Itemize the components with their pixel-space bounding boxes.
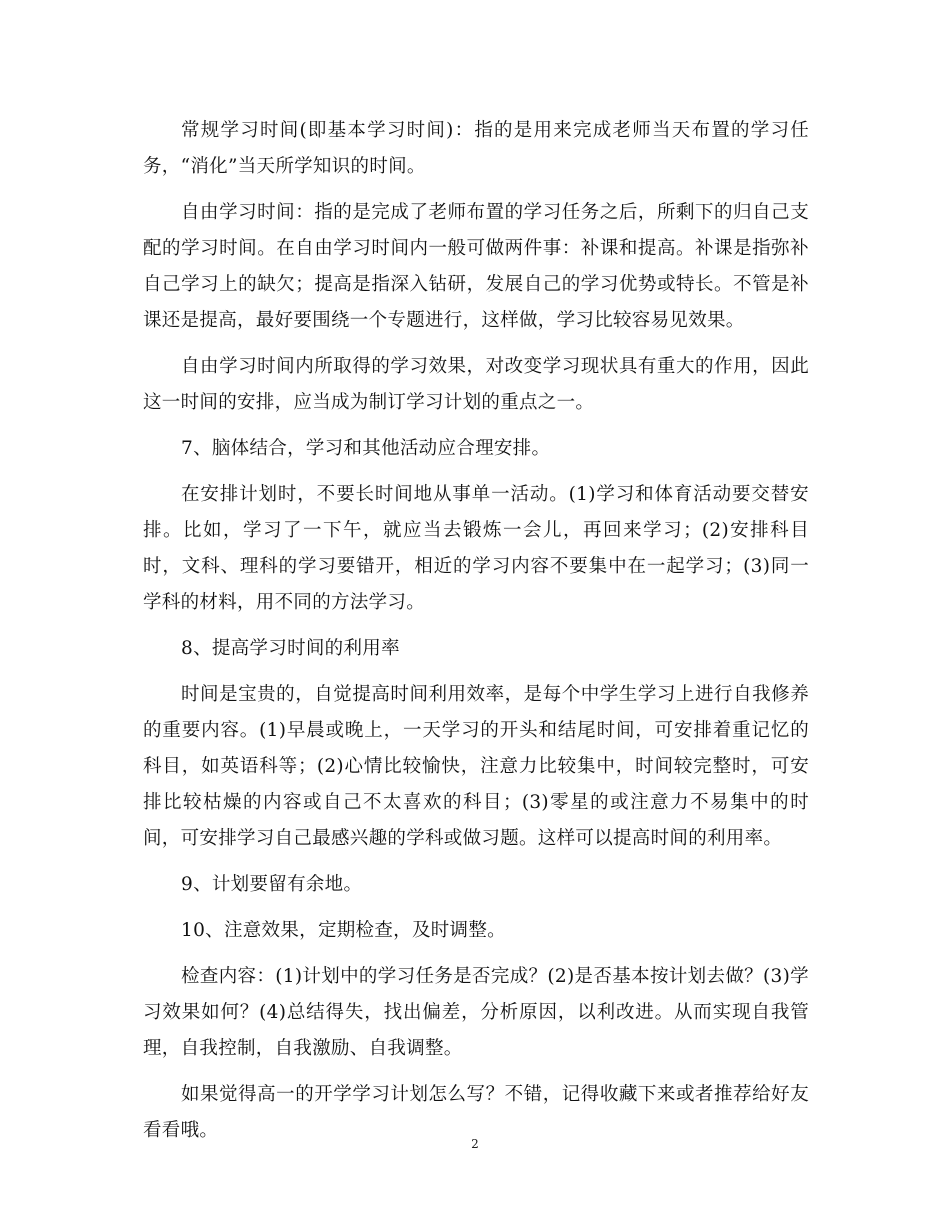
paragraph-free-study-time: 自由学习时间：指的是完成了老师布置的学习任务之后，所剩下的归自己支配的学习时间。在自由学习时间内一般可做两件事：补课和提高。补课是指弥补自己学习上的缺欠；提高是指深入钻研，发展自己的学习优势或特长。不管是补课还是提高，最好要围绕一个专题进行，这样做，学习比较容易见效果。 (143, 202, 809, 331)
paragraph-regular-study-time: 常规学习时间(即基本学习时间)：指的是用来完成老师当天布置的学习任务，“消化”当天所学知识的时间。 (143, 120, 809, 177)
paragraph-activity-arrangement: 在安排计划时，不要长时间地从事单一活动。(1)学习和体育活动要交替安排。比如，学习了一下午，就应当去锻炼一会儿，再回来学习；(2)安排科目时，文科、理科的学习要错开，相近的学习内容不要集中在一起学习；(3)同一学科的材料，用不同的方法学习。 (143, 484, 809, 613)
heading-item-9: 9、计划要留有余地。 (181, 874, 363, 895)
paragraph-free-study-effect: 自由学习时间内所取得的学习效果，对改变学习现状具有重大的作用，因此这一时间的安排，应当成为制订学习计划的重点之一。 (143, 356, 809, 413)
heading-item-10: 10、注意效果，定期检查，及时调整。 (181, 920, 506, 941)
heading-item-7: 7、脑体结合，学习和其他活动应合理安排。 (181, 438, 551, 459)
document-body (143, 113, 809, 1159)
paragraph-check-contents: 检查内容：(1)计划中的学习任务是否完成？(2)是否基本按计划去做？(3)学习效果如何？(4)总结得失，找出偏差，分析原因，以利改进。从而实现自我管理，自我控制，自我激励、自我调整。 (143, 966, 809, 1059)
paragraph-time-utilization: 时间是宝贵的，自觉提高时间利用效率，是每个中学生学习上进行自我修养的重要内容。(1)早晨或晚上，一天学习的开头和结尾时间，可安排着重记忆的科目，如英语科等；(2)心情比较愉快，注意力比较集中，时间较完整时，可安排比较枯燥的内容或自己不太喜欢的科目；(3)零星的或注意力不易集中的时间，可安排学习自己最感兴趣的学科或做习题。这样可以提高时间的利用率。 (143, 684, 809, 849)
heading-item-8: 8、提高学习时间的利用率 (181, 638, 400, 659)
page-number: 2 (471, 1137, 479, 1151)
paragraph-closing-note: 如果觉得高一的开学学习计划怎么写？不错，记得收藏下来或者推荐给好友看看哦。 (143, 1084, 809, 1141)
